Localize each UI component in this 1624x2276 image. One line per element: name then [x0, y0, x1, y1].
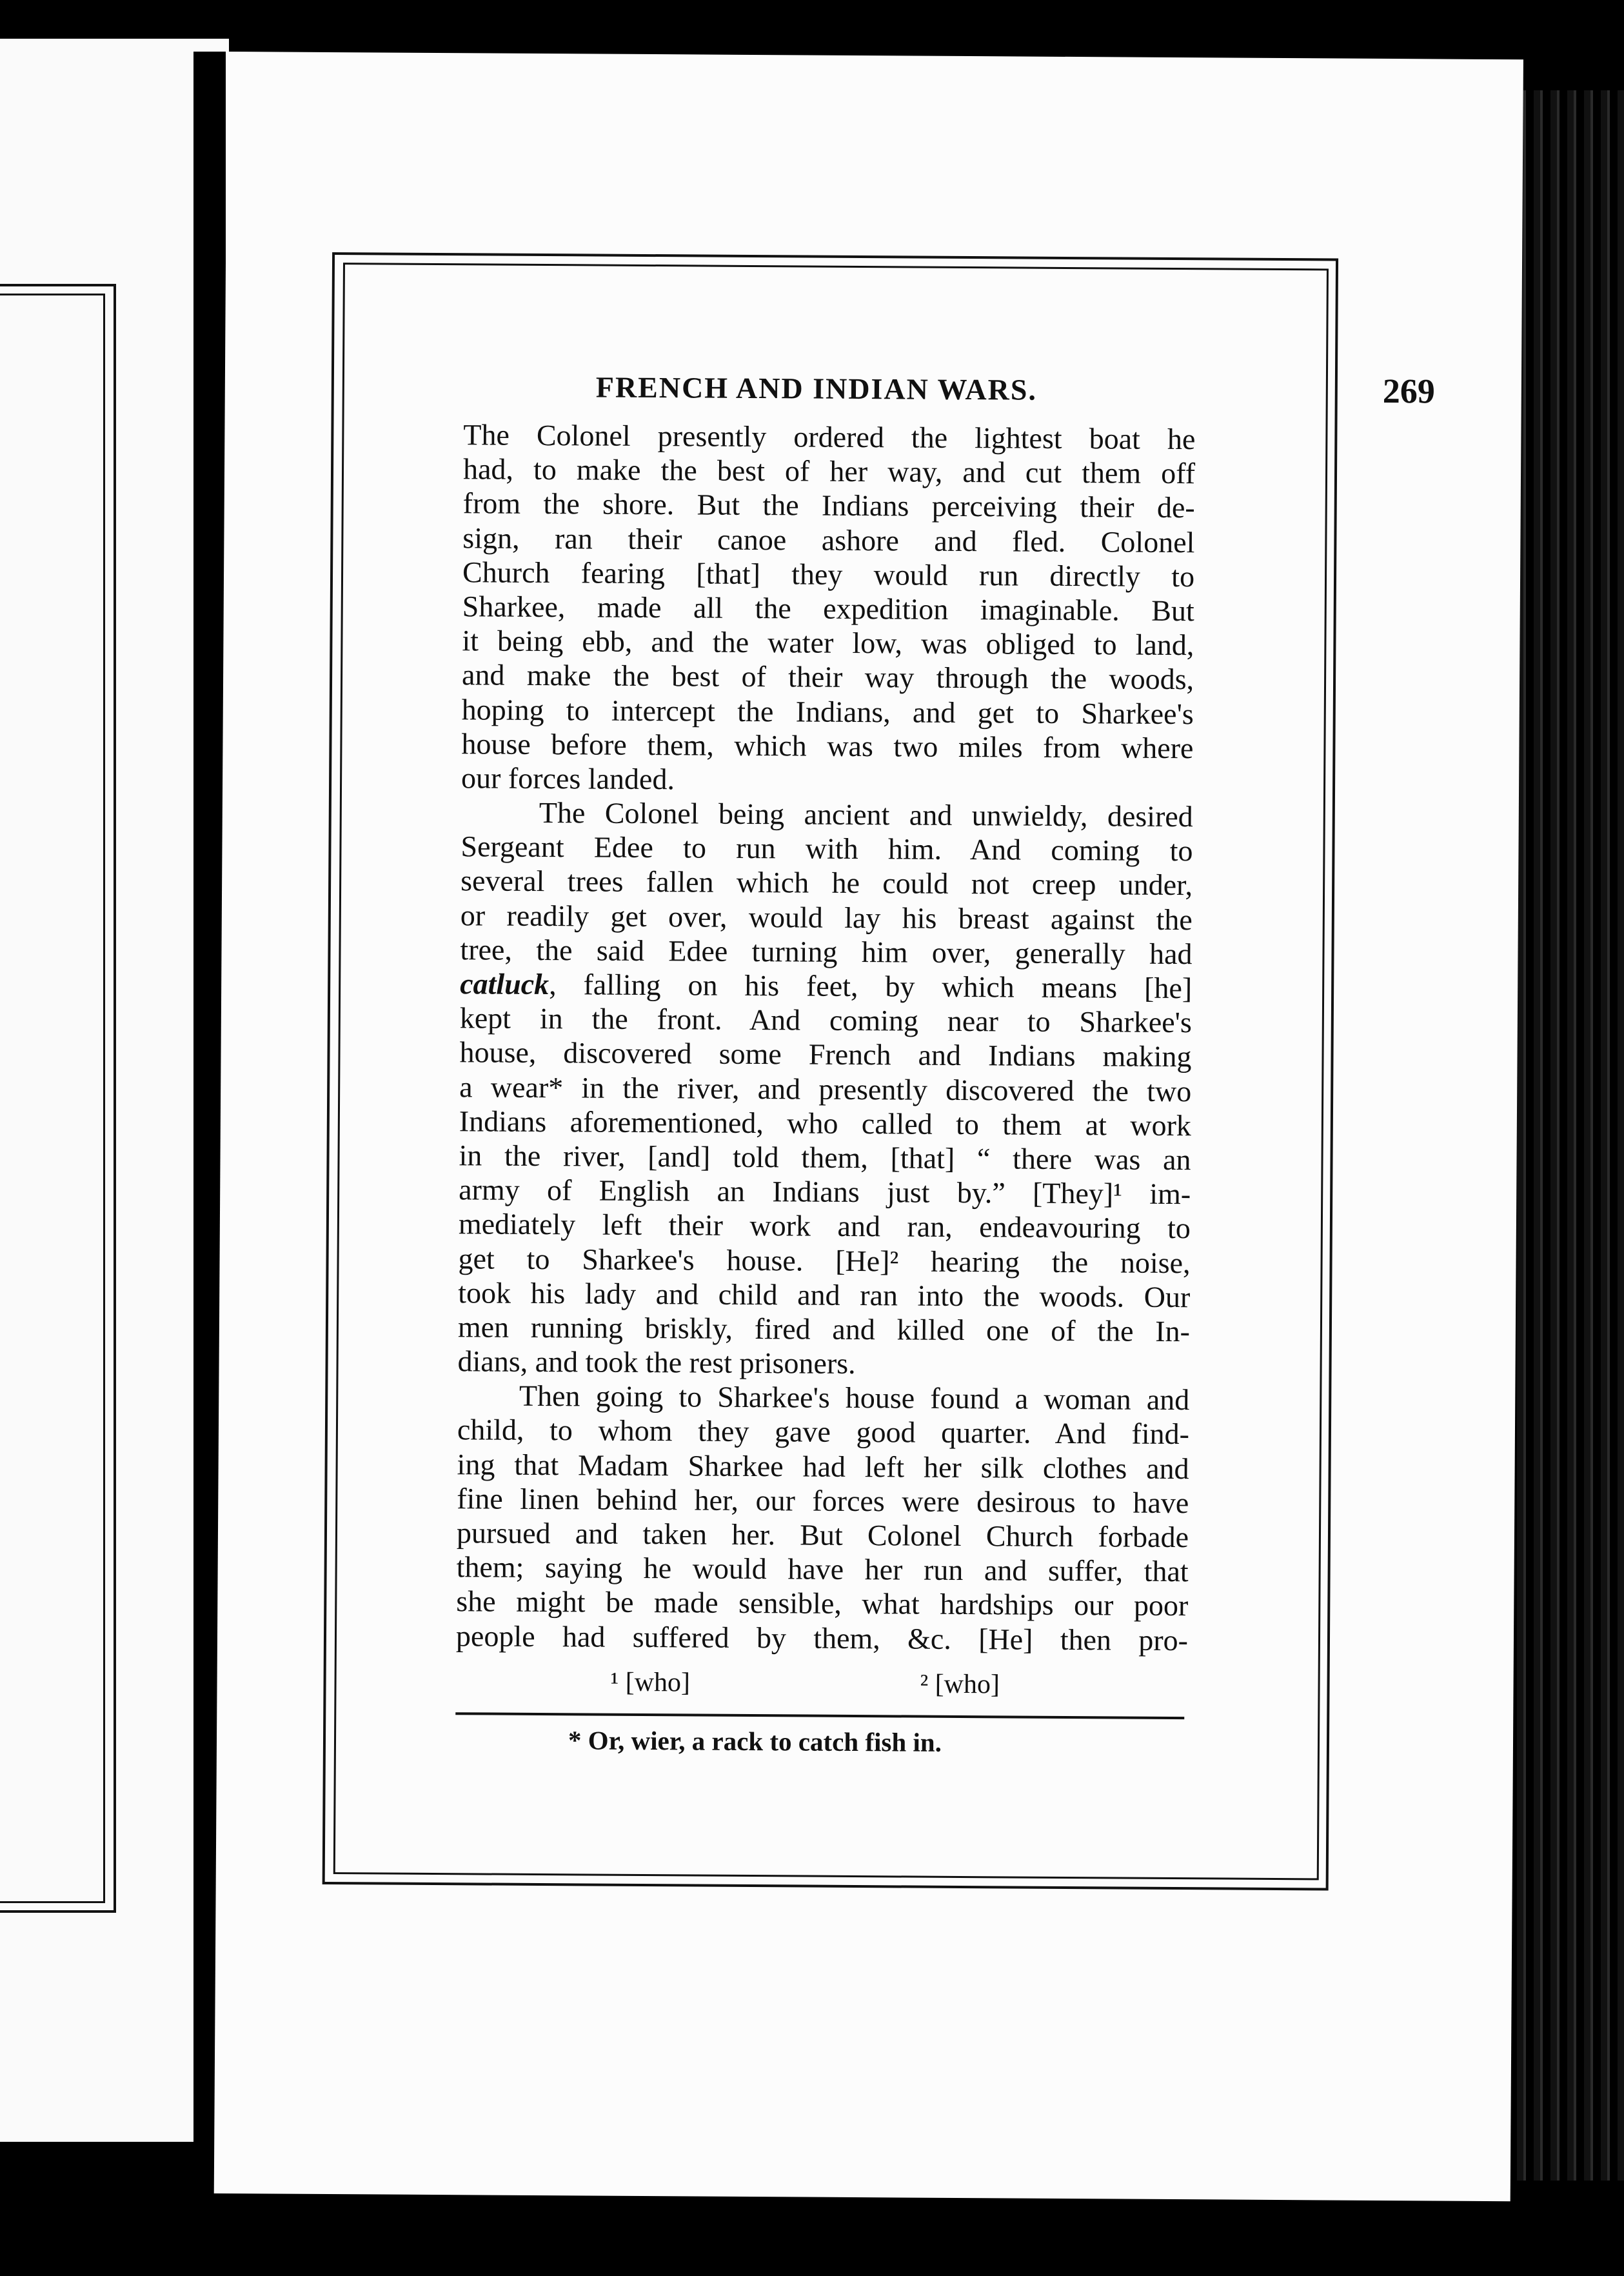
text-line: tree, the said Edee turning him over, generally had — [460, 933, 1193, 970]
text-line: child, to whom they gave good quarter. And find- — [457, 1413, 1190, 1451]
text-line: Then going to Sharkee's house found a woman and — [457, 1379, 1190, 1417]
editorial-notes — [610, 1667, 1191, 1709]
text-line: Sharkee, made all the expedition imaginable. But — [462, 590, 1194, 628]
text-line: in the river, [and] told them, [that] “ there was an — [459, 1139, 1191, 1177]
text-line: kept in the front. And coming near to Sharkee's — [459, 1001, 1192, 1039]
text-line: from the shore. But the Indians perceiving their de- — [462, 486, 1195, 524]
text-line: get to Sharkee's house. [He]² hearing the noise, — [458, 1241, 1191, 1279]
text-line: The Colonel presently ordered the lightest boat he — [463, 418, 1196, 456]
text-line: pursued and taken her. But Colonel Church forbade — [456, 1516, 1189, 1554]
facing-page-border-inner — [0, 294, 105, 1903]
footnote: * Or, wier, a rack to catch fish in. — [568, 1725, 942, 1757]
text-line: army of English an Indians just by.” [They]¹ im- — [459, 1173, 1191, 1211]
text-line: people had suffered by them, &c. [He] then pro- — [455, 1619, 1189, 1657]
text-line: mediately left their work and ran, endeavouring to — [458, 1207, 1191, 1245]
text-line: sign, ran their canoe ashore and fled. Colonel — [462, 521, 1195, 559]
text-line: it being ebb, and the water low, was obliged to land, — [462, 624, 1194, 662]
text-line: men running briskly, fired and killed one of the In- — [457, 1310, 1191, 1348]
italic-word: catluck — [460, 967, 550, 1001]
text-line: catluck, falling on his feet, by which means [he] — [460, 967, 1193, 1005]
text-line: them; saying he would have her run and suffer, that — [456, 1550, 1189, 1588]
text-line: dians, and took the rest prisoners. — [457, 1344, 856, 1381]
text-line: house, discovered some French and Indians making — [459, 1035, 1192, 1073]
text-line: several trees fallen which he could not creep under, — [460, 864, 1193, 902]
text-line: Church fearing [that] they would run directly to — [462, 555, 1195, 593]
text-line: a wear* in the river, and presently discovered the two — [459, 1070, 1192, 1108]
text-line: hoping to intercept the Indians, and get to Sharkee's — [461, 692, 1194, 730]
text-line: ing that Madam Sharkee had left her silk clothes and — [457, 1447, 1189, 1485]
text-line: The Colonel being ancient and unwieldy, desired — [460, 795, 1193, 834]
body-text — [456, 417, 1196, 1657]
text-line: had, to make the best of her way, and cut them off — [462, 452, 1196, 490]
editorial-note: ² [who] — [920, 1669, 1000, 1700]
text-line: Sergeant Edee to run with him. And coming to — [460, 830, 1193, 868]
text-line: or readily get over, would lay his breast against the — [460, 898, 1193, 936]
text-line: took his lady and child and ran into the woods. Our — [458, 1275, 1191, 1313]
book-page — [214, 52, 1523, 2201]
text-line: our forces landed. — [460, 761, 675, 796]
text-line: fine linen behind her, our forces were desirous to have — [457, 1482, 1189, 1519]
text-line: house before them, which was two miles from where — [461, 726, 1194, 764]
text-line: Indians aforementioned, who called to them at work — [459, 1104, 1192, 1142]
text-line: and make the best of their way through the woods, — [461, 658, 1194, 696]
editorial-note: ¹ [who] — [610, 1667, 691, 1698]
text-line: she might be made sensible, what hardships our poor — [456, 1584, 1189, 1622]
page-number: 269 — [1382, 371, 1436, 411]
running-head: FRENCH AND INDIAN WARS. — [595, 370, 1038, 406]
